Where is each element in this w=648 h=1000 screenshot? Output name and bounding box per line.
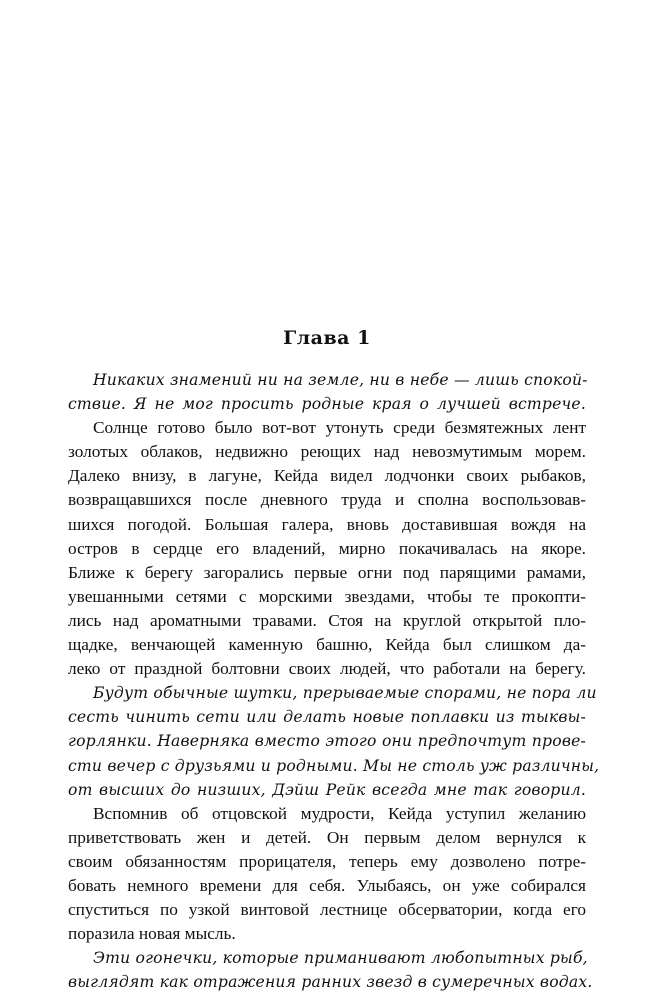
chapter-title: Глава 1 — [283, 327, 371, 349]
text-line: золотых облаков, недвижно реющих над невозмутимым морем. — [68, 442, 586, 462]
text-line: ствие. Я не мог просить родные края о лучшей встрече. — [68, 395, 586, 414]
text-line: возвращавшихся после дневного труда и сполна воспользовав- — [68, 490, 586, 510]
text-line: выглядят как отражения ранних звезд в сумеречных водах. — [68, 973, 593, 992]
text-line: шихся погодой. Большая галера, вновь доставившая вождя на — [68, 514, 586, 534]
text-line: остров в сердце его владений, мирно покачивалась на якоре. — [68, 538, 586, 558]
text-line: лись над ароматными травами. Стоя на круглой открытой пло- — [68, 610, 586, 630]
text-line: приветствовать жен и детей. Он первым делом вернулся к — [68, 827, 586, 847]
text-line: своим обязанностям прорицателя, теперь ему дозволено потре- — [68, 851, 586, 871]
paragraph-2 — [68, 416, 586, 681]
text-line: Вспомнив об отцовской мудрости, Кейда уступил желанию — [93, 803, 586, 823]
text-line: увешанными сетями с морскими звездами, чтобы те прокопти- — [68, 586, 586, 606]
text-line: Далеко внизу, в лагуне, Кейда видел лодчонки своих рыбаков, — [68, 466, 586, 486]
text-line: леко от праздной болтовни своих людей, что работали на берегу. — [68, 659, 586, 679]
text-line: горлянки. Наверняка вместо этого они предпочтут прове- — [68, 732, 586, 751]
text-line: Ближе к берегу загорались первые огни под парящими рамами, — [68, 562, 586, 582]
paragraph-1-italic — [68, 368, 586, 416]
text-line: бовать немного времени для себя. Улыбаясь, он уже собирался — [68, 875, 586, 895]
paragraph-4 — [68, 802, 586, 947]
paragraph-5-italic — [68, 946, 593, 994]
text-line: Эти огонечки, которые приманивают любопытных рыб, — [93, 949, 588, 968]
text-line: поразила новая мысль. — [68, 924, 236, 944]
text-line: щадке, венчающей каменную башню, Кейда был слишком да- — [68, 635, 586, 655]
paragraph-3-italic — [68, 681, 600, 801]
chapter-body — [68, 368, 600, 994]
text-line: сесть чинить сети или делать новые поплавки из тыквы- — [68, 708, 586, 727]
text-line: от высших до низших, Дэйш Рейк всегда мне так говорил. — [68, 780, 586, 799]
text-line: Солнце готово было вот-вот утонуть среди безмятежных лент — [93, 418, 586, 438]
text-line: Никаких знамений ни на земле, ни в небе — лишь спокой- — [93, 371, 588, 389]
text-line: сти вечер с друзьями и родными. Мы не столь уж различны, — [68, 756, 600, 775]
text-line: Будут обычные шутки, прерываемые спорами, не пора ли — [93, 684, 597, 703]
text-line: спуститься по узкой винтовой лестнице обсерватории, когда его — [68, 900, 586, 920]
